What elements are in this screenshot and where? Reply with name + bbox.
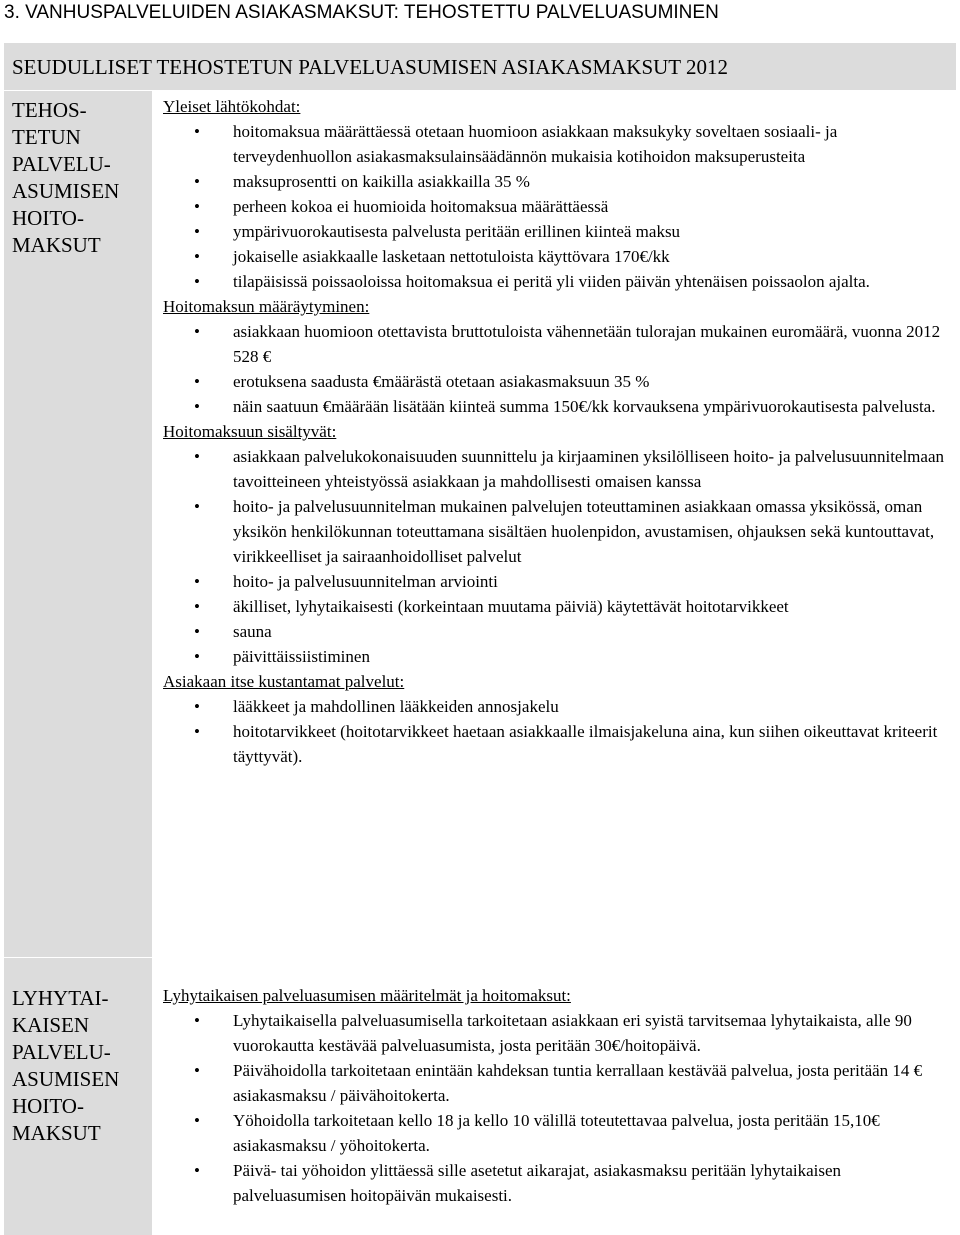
bullet-icon: • [194, 1111, 200, 1130]
list-item-text: äkilliset, lyhytaikaisesti (korkeintaan muutama päiviä) käytettävät hoitotarvikkeet [233, 597, 789, 616]
list-item-text: erotuksena saadusta €määrästä otetaan asiakasmaksuun 35 % [233, 372, 650, 391]
list-item [163, 219, 950, 244]
section-content [163, 983, 950, 1208]
bullet-icon: • [194, 272, 200, 291]
list-item [163, 319, 950, 369]
section-main-column [152, 958, 956, 1235]
bullet-icon: • [194, 447, 200, 466]
list-item-text: Yöhoidolla tarkoitetaan kello 18 ja kello 10 välillä toteutettavaa palvelua, josta peritään 15,10€ asiakasmaksu / yöhoitokerta. [233, 1111, 880, 1155]
list-item-text: päivittäissiistiminen [233, 647, 370, 666]
section-side-label: LYHYTAI- KAISEN PALVELU- ASUMISEN HOITO- MAKSUT [12, 986, 120, 1145]
list-item [163, 1158, 950, 1208]
list-item [163, 644, 950, 669]
section-lyhytaikainen [4, 958, 956, 1235]
list-item [163, 1058, 950, 1108]
table-banner [4, 43, 956, 90]
bullet-list [163, 694, 950, 769]
section-side-column [4, 958, 151, 1235]
list-item-text: hoito- ja palvelusuunnitelman mukainen palvelujen toteuttaminen asiakkaan omassa yksikössä, oman yksikön henkilökunnan toteuttamana sisältäen huolenpidon, avustamisen, ohjauksen sekä kuntouttavat, virikkeelliset ja sairaanhoidolliset palvelut [233, 497, 935, 566]
list-item-text: jokaiselle asiakkaalle lasketaan nettotuloista käyttövara 170€/kk [233, 247, 670, 266]
banner-title: SEUDULLISET TEHOSTETUN PALVELUASUMISEN ASIAKASMAKSUT 2012 [12, 55, 729, 79]
list-item-text: Lyhytaikaisella palveluasumisella tarkoitetaan asiakkaan eri syistä tarvitsemaa lyhytaikaista, alle 90 vuorokautta kestävää palveluasumista, josta peritään 30€/hoitopäivä. [233, 1011, 912, 1055]
group-heading: Hoitomaksuun sisältyvät: [163, 422, 337, 441]
bullet-list [163, 1008, 950, 1208]
list-item [163, 269, 950, 294]
bullet-icon: • [194, 722, 200, 741]
list-item [163, 194, 950, 219]
list-item [163, 1008, 950, 1058]
list-item-text: Päivähoidolla tarkoitetaan enintään kahdeksan tuntia kerrallaan kestävää palvelua, josta peritään 14 € asiakasmaksu / päivähoitokerta. [233, 1061, 923, 1105]
list-item [163, 694, 950, 719]
bullet-icon: • [194, 247, 200, 266]
list-item [163, 1108, 950, 1158]
list-item-text: asiakkaan huomioon otettavista bruttotuloista vähennetään tulorajan mukainen euromäärä, vuonna 2012 528 € [233, 322, 941, 366]
list-item-text: hoito- ja palvelusuunnitelman arviointi [233, 572, 498, 591]
bullet-icon: • [194, 1061, 200, 1080]
group-heading: Asiakaan itse kustantamat palvelut: [163, 672, 405, 691]
bullet-icon: • [194, 1161, 200, 1180]
bullet-icon: • [194, 197, 200, 216]
list-item [163, 594, 950, 619]
bullet-icon: • [194, 322, 200, 341]
bullet-list [163, 319, 950, 419]
bullet-list [163, 119, 950, 294]
section-side-label: TEHOS- TETUN PALVELU- ASUMISEN HOITO- MAKSUT [12, 98, 120, 257]
list-item-text: maksuprosentti on kaikilla asiakkailla 35 % [233, 172, 530, 191]
section-tehostettu [4, 91, 956, 957]
list-item-text: tilapäisissä poissaoloissa hoitomaksua ei peritä yli viiden päivän yhtenäisen poissaolon ajalta. [233, 272, 870, 291]
list-item [163, 244, 950, 269]
bullet-icon: • [194, 122, 200, 141]
list-item-text: hoitotarvikkeet (hoitotarvikkeet haetaan asiakkaalle ilmaisjakeluna aina, kun siihen oikeuttavat kriteerit täyttyvät). [233, 722, 938, 766]
list-item [163, 494, 950, 569]
list-item-text: perheen kokoa ei huomioida hoitomaksua määrättäessä [233, 197, 609, 216]
list-item-text: hoitomaksua määrättäessä otetaan huomioon asiakkaan maksukyky soveltaen sosiaali- ja terveydenhuollon asiakasmaksulainsäädännön mukaisia kotihoidon maksuperusteita [233, 122, 838, 166]
bullet-icon: • [194, 572, 200, 591]
bullet-icon: • [194, 697, 200, 716]
bullet-icon: • [194, 1011, 200, 1030]
list-item-text: näin saatuun €määrään lisätään kiinteä summa 150€/kk korvauksena ympärivuorokautisesta palvelusta. [233, 397, 936, 416]
list-item-text: ympärivuorokautisesta palvelusta peritään erillinen kiinteä maksu [233, 222, 681, 241]
bullet-icon: • [194, 597, 200, 616]
section-main-column [152, 91, 956, 957]
bullet-icon: • [194, 647, 200, 666]
group-heading: Yleiset lähtökohdat: [163, 97, 301, 116]
page-title: 3. VANHUSPALVELUIDEN ASIAKASMAKSUT: TEHOSTETTU PALVELUASUMINEN [4, 2, 719, 23]
list-item [163, 444, 950, 494]
list-item [163, 394, 950, 419]
list-item-text: asiakkaan palvelukokonaisuuden suunnittelu ja kirjaaminen yksilölliseen hoito- ja palvelusuunnitelmaan tavoitteineen yhteistyössä asiakkaan ja mahdollisesti omaisen kanssa [233, 447, 944, 491]
list-item [163, 119, 950, 169]
bullet-icon: • [194, 622, 200, 641]
list-item-text: Päivä- tai yöhoidon ylittäessä sille asetetut aikarajat, asiakasmaksu peritään lyhytaikaisen palveluasumisen hoitopäivän mukaisesti. [233, 1161, 842, 1205]
list-item [163, 619, 950, 644]
section-side-column [4, 91, 151, 957]
bullet-icon: • [194, 172, 200, 191]
list-item-text: lääkkeet ja mahdollinen lääkkeiden annosjakelu [233, 697, 559, 716]
list-item [163, 369, 950, 394]
bullet-list [163, 444, 950, 669]
group-heading: Lyhytaikaisen palveluasumisen määritelmät ja hoitomaksut: [163, 986, 571, 1005]
bullet-icon: • [194, 222, 200, 241]
list-item [163, 719, 950, 769]
section-content [163, 94, 950, 769]
group-heading: Hoitomaksun määräytyminen: [163, 297, 370, 316]
bullet-icon: • [194, 397, 200, 416]
bullet-icon: • [194, 497, 200, 516]
list-item [163, 569, 950, 594]
list-item-text: sauna [233, 622, 272, 641]
list-item [163, 169, 950, 194]
bullet-icon: • [194, 372, 200, 391]
